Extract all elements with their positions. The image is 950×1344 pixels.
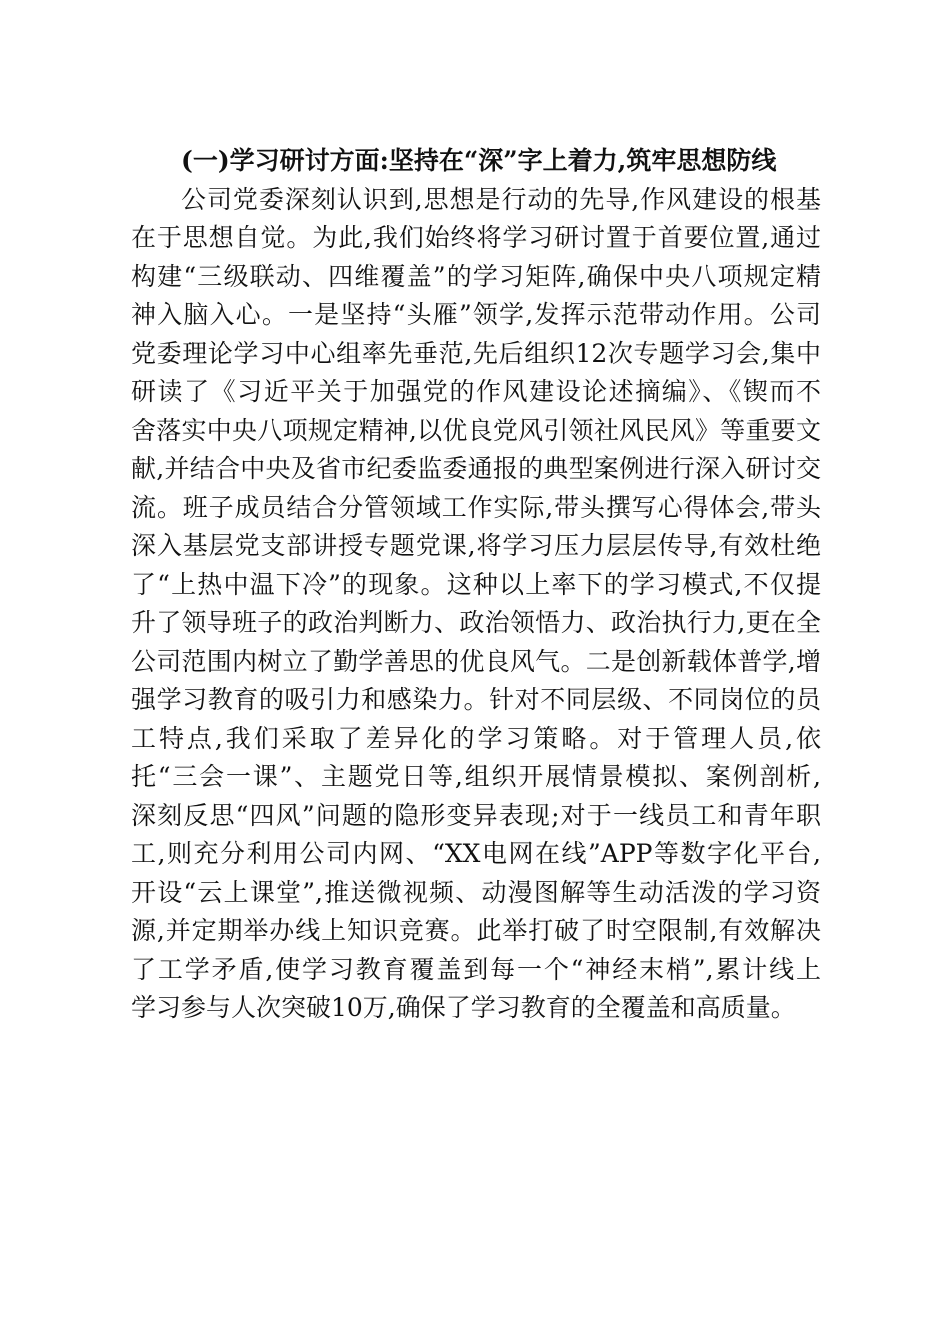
paragraph-line: 了“上热中温下冷”的现象。这种以上率下的学习模式,不仅提 xyxy=(131,569,821,599)
paragraph-line: 研读了《习近平关于加强党的作风建设论述摘编》、《锲而不 xyxy=(131,377,821,406)
paragraph-line: 构建“三级联动、四维覆盖”的学习矩阵,确保中央八项规定精 xyxy=(131,261,821,291)
paragraph-line: 党委理论学习中心组率先垂范,先后组织12次专题学习会,集中 xyxy=(131,338,821,368)
paragraph-line: 在于思想自觉。为此,我们始终将学习研讨置于首要位置,通过 xyxy=(131,223,821,252)
paragraph-line: 托“三会一课”、主题党日等,组织开展情景模拟、案例剖析, xyxy=(131,762,821,791)
paragraph-line: 了工学矛盾,使学习教育覆盖到每一个“神经末梢”,累计线上 xyxy=(131,954,821,984)
section-heading: (一)学习研讨方面:坚持在“深”字上着力,筑牢思想防线 xyxy=(181,146,777,175)
paragraph-line: 开设“云上课堂”,推送微视频、动漫图解等生动活泼的学习资 xyxy=(131,877,821,907)
paragraph-line: 工特点,我们采取了差异化的学习策略。对于管理人员,依 xyxy=(131,723,821,753)
document-body xyxy=(131,142,821,1028)
paragraph-line: 升了领导班子的政治判断力、政治领悟力、政治执行力,更在全 xyxy=(131,608,821,637)
paragraph-line: 流。班子成员结合分管领域工作实际,带头撰写心得体会,带头 xyxy=(131,492,821,522)
paragraph-line: 深入基层党支部讲授专题党课,将学习压力层层传导,有效杜绝 xyxy=(131,531,821,560)
paragraph-line: 献,并结合中央及省市纪委监委通报的典型案例进行深入研讨交 xyxy=(131,454,821,483)
paragraph-line: 强学习教育的吸引力和感染力。针对不同层级、不同岗位的员 xyxy=(131,685,821,714)
paragraph-line: 学习参与人次突破10万,确保了学习教育的全覆盖和高质量。 xyxy=(131,993,796,1022)
paragraph-line: 源,并定期举办线上知识竞赛。此举打破了时空限制,有效解决 xyxy=(131,916,821,945)
paragraph-line: 工,则充分利用公司内网、“XX电网在线”APP等数字化平台, xyxy=(131,839,821,868)
paragraph-line: 舍落实中央八项规定精神,以优良党风引领社风民风》等重要文 xyxy=(131,415,821,445)
paragraph-line: 深刻反思“四风”问题的隐形变异表现;对于一线员工和青年职 xyxy=(131,800,821,830)
paragraph-line: 公司范围内树立了勤学善思的优良风气。二是创新载体普学,增 xyxy=(131,646,821,676)
paragraph-line: 公司党委深刻认识到,思想是行动的先导,作风建设的根基 xyxy=(181,184,821,214)
paragraph-line: 神入脑入心。一是坚持“头雁”领学,发挥示范带动作用。公司 xyxy=(131,300,821,329)
